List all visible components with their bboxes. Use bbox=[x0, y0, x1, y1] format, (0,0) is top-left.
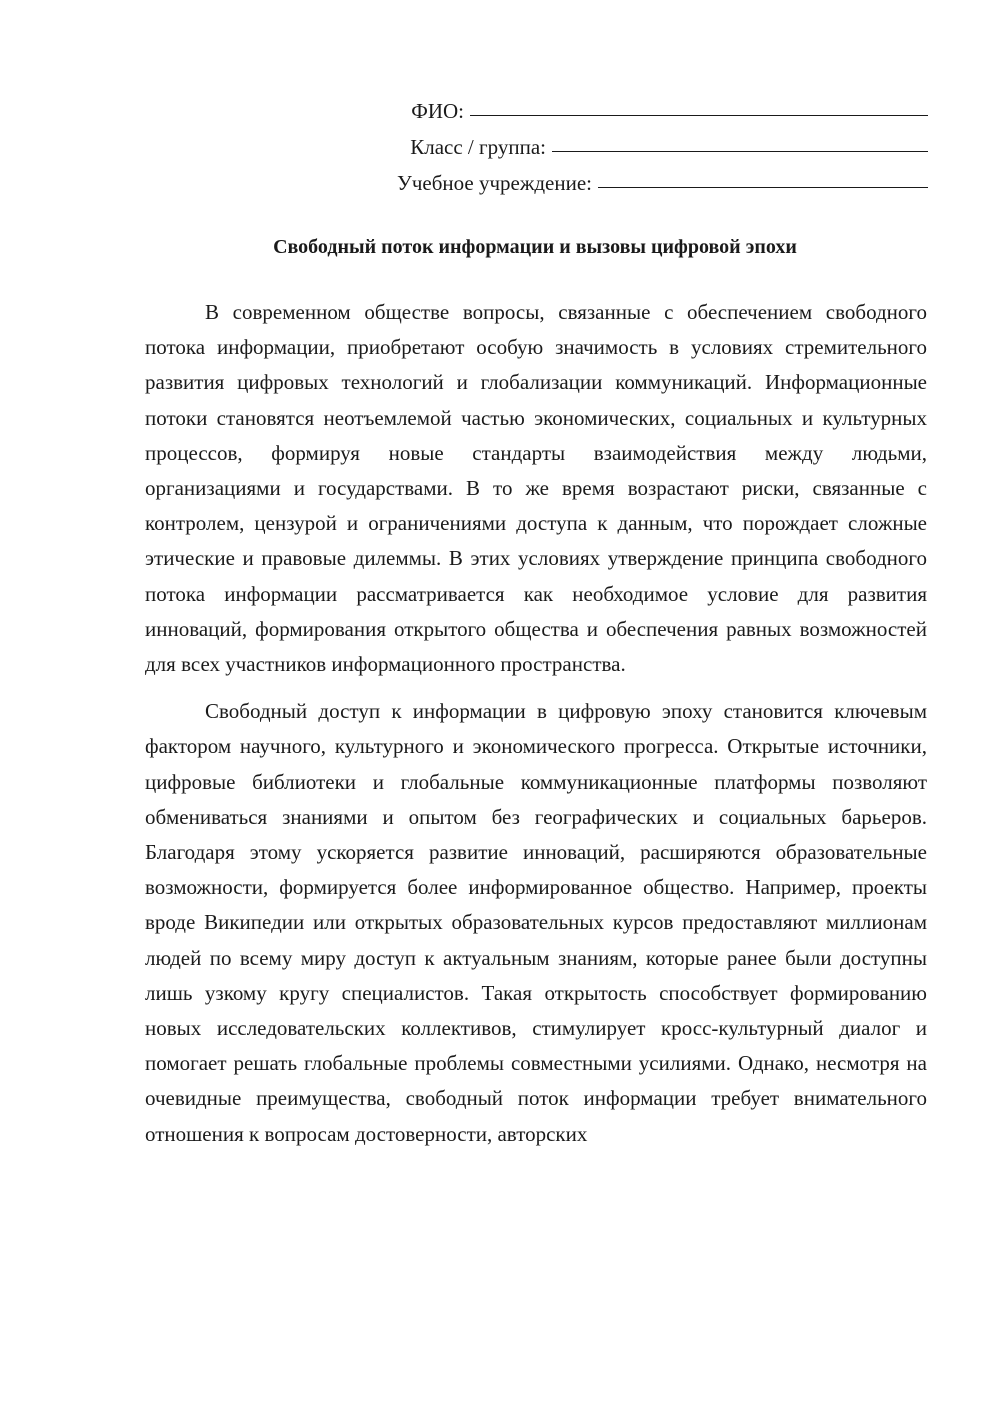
paragraph-2: Свободный доступ к информации в цифровую эпоху становится ключевым фактором научного, культурного и экономического прогресса. Открытые источники, цифровые библиотеки и глобальные коммуникационные платформы позволяют обмениваться знаниями и опытом без географических и социальных барьеров. Благодаря этому ускоряется развитие инноваций, расширяются образовательные возможности, формируется более информированное общество. Например, проекты вроде Википедии или открытых образовательных курсов предоставляют миллионам людей по всему миру доступ к актуальным знаниям, которые ранее были доступны лишь узкому кругу специалистов. Такая открытость способствует формированию новых исследовательских коллективов, стимулирует кросс-культурный диалог и помогает решать глобальные проблемы совместными усилиями. Однако, несмотря на очевидные преимущества, свободный поток информации требует внимательного отношения к вопросам достоверности, авторских bbox=[145, 699, 927, 1146]
document-title: Свободный поток информации и вызовы цифровой эпохи bbox=[273, 236, 797, 258]
class-group-blank-line[interactable] bbox=[552, 129, 928, 152]
student-info-fields bbox=[308, 93, 928, 201]
institution-label: Учебное учреждение: bbox=[396, 171, 592, 195]
document-body bbox=[145, 295, 927, 1164]
fio-label: ФИО: bbox=[411, 99, 464, 123]
fio-blank-line[interactable] bbox=[470, 93, 928, 116]
fio-field bbox=[308, 93, 928, 129]
class-group-field bbox=[308, 129, 928, 165]
class-group-label: Класс / группа: bbox=[410, 135, 546, 159]
institution-blank-line[interactable] bbox=[598, 165, 928, 188]
paragraph-1: В современном обществе вопросы, связанные с обеспечением свободного потока информации, приобретают особую значимость в условиях стремительного развития цифровых технологий и глобализации коммуникаций. Информационные потоки становятся неотъемлемой частью экономических, социальных и культурных процессов, формируя новые стандарты взаимодействия между людьми, организациями и государствами. В то же время возрастают риски, связанные с контролем, цензурой и ограничениями доступа к данным, что порождает сложные этические и правовые дилеммы. В этих условиях утверждение принципа свободного потока информации рассматривается как необходимое условие для развития инноваций, формирования открытого общества и обеспечения равных возможностей для всех участников информационного пространства. bbox=[145, 300, 927, 677]
institution-field bbox=[308, 165, 928, 201]
